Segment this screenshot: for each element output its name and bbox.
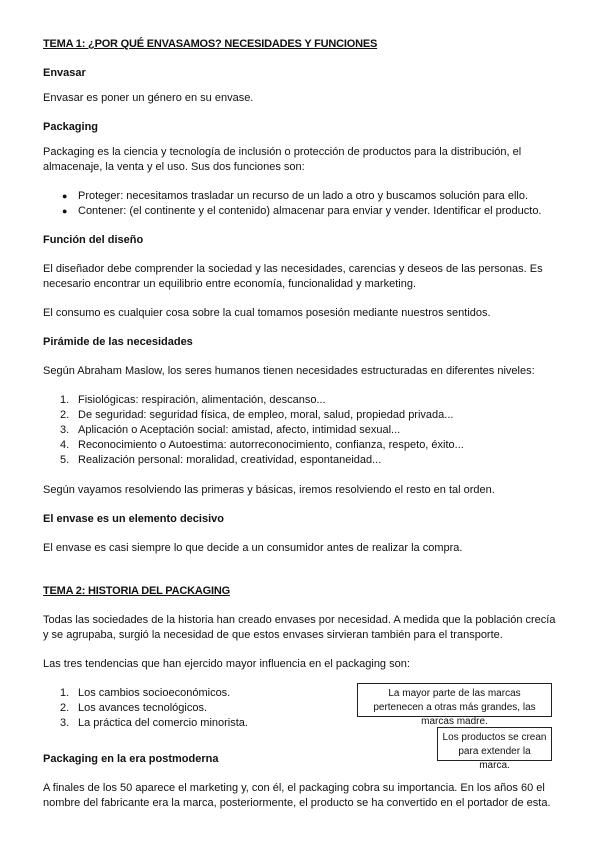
list-item: 1. Fisiológicas: respiración, alimentación, descanso... — [60, 394, 326, 406]
postmoderna-paragraph: A finales de los 50 aparece el marketing y, con él, el packaging cobra su importancia. En los años 60 el nombre del fabricante era la marca, posteriormente, el producto se ha convertido en el portador de esta. — [43, 782, 551, 809]
needs-list — [43, 393, 583, 468]
envasar-heading: Envasar — [43, 67, 86, 79]
tendencias-list — [43, 686, 343, 731]
piramide-intro: Según Abraham Maslow, los seres humanos tienen necesidades estructuradas en diferentes niveles: — [43, 365, 535, 377]
bullet-icon: ● — [62, 206, 68, 216]
bullet-icon: ● — [62, 191, 68, 201]
envasar-paragraph: Envasar es poner un género en su envase. — [43, 92, 254, 104]
diseno-paragraph-2: El consumo es cualquier cosa sobre la cual tomamos posesión mediante nuestros sentidos. — [43, 307, 491, 319]
packaging-heading: Packaging — [43, 121, 99, 133]
piramide-outro: Según vayamos resolviendo las primeras y básicas, iremos resolviendo el resto en tal orden. — [43, 484, 495, 496]
decisivo-paragraph: El envase es casi siempre lo que decide a un consumidor antes de realizar la compra. — [43, 542, 463, 554]
tema2-intro: Todas las sociedades de la historia han creado envases por necesidad. A medida que la población crecía y se agrupaba, surgió la necesidad de que estos envases sirvieran también para el transporte. — [43, 614, 556, 641]
diseno-paragraph-1: El diseñador debe comprender la sociedad y las necesidades, carencias y deseos de las personas. Es necesario encontrar un equilibrio entre economía, funcionalidad y marketing. — [43, 263, 543, 290]
diseno-heading: Función del diseño — [43, 234, 144, 246]
list-item: 1. Los cambios socioeconómicos. — [60, 687, 231, 699]
piramide-heading: Pirámide de las necesidades — [43, 336, 193, 348]
packaging-paragraph: Packaging es la ciencia y tecnología de inclusión o protección de productos para la distribución, el almacenaje, la venta y el uso. Sus dos funciones son: — [43, 146, 522, 173]
functions-list — [43, 189, 583, 219]
list-item: 3. Aplicación o Aceptación social: amistad, afecto, intimidad sexual... — [60, 424, 401, 436]
tendencias-intro: Las tres tendencias que han ejercido mayor influencia en el packaging son: — [43, 658, 410, 670]
list-item: 4. Reconocimiento o Autoestima: autorreconocimiento, confianza, respeto, éxito... — [60, 439, 464, 451]
tema1-title: TEMA 1: ¿POR QUÉ ENVASAMOS? NECESIDADES Y FUNCIONES — [43, 38, 378, 50]
list-item: ● Contener: (el continente y el contenido) almacenar para enviar y vender. Identificar el producto. — [62, 205, 542, 217]
list-item: 2. Los avances tecnológicos. — [60, 702, 208, 714]
note-extender-marca: Los productos se crean para extender la marca. — [437, 727, 552, 761]
list-item: 2. De seguridad: seguridad física, de empleo, moral, salud, propiedad privada... — [60, 409, 454, 421]
list-item: ● Proteger: necesitamos trasladar un recurso de un lado a otro y buscamos solución para ello. — [62, 190, 529, 202]
list-item: 5. Realización personal: moralidad, creatividad, espontaneidad... — [60, 454, 382, 466]
decisivo-heading: El envase es un elemento decisivo — [43, 513, 224, 525]
postmoderna-heading: Packaging en la era postmoderna — [43, 753, 219, 765]
note-marcas-madre: La mayor parte de las marcas pertenecen a otras más grandes, las marcas madre. — [357, 683, 552, 717]
list-item: 3. La práctica del comercio minorista. — [60, 717, 248, 729]
tema2-title: TEMA 2: HISTORIA DEL PACKAGING — [43, 585, 230, 597]
